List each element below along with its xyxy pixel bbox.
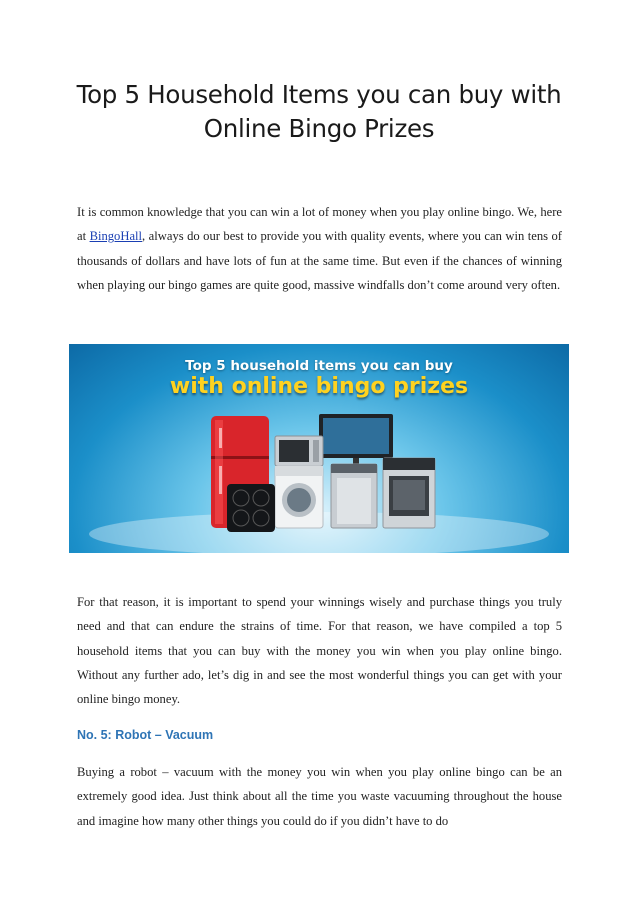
section-heading: No. 5: Robot – Vacuum [77,728,214,742]
intro-paragraph [77,200,562,297]
banner-image [69,344,569,553]
oven-icon [383,458,435,528]
title-line-2: Online Bingo Prizes [203,114,435,143]
title-line-1: Top 5 Household Items you can buy with [76,80,562,109]
intro-text-before-link: It is common knowledge that you can win a lot of money when you play online bingo. We, here at [77,205,562,244]
intro-text-after-link: , always do our best to provide you with quality events, where you can win tens of thousands of dollars and have lots of fun at the same time. But even if the chances of winning when playing our bingo games are quite good, massive windfalls don’t come around very often. [77,229,562,292]
cooktop-icon [227,484,275,532]
tv-icon [319,414,393,464]
banner-headline-line-1: Top 5 household items you can buy [185,358,453,374]
paragraph-3: Buying a robot – vacuum with the money you win when you play online bingo can be an extremely good idea. Just think about all the time you waste vacuuming throughout the house and imagine how many other things you could do if you didn’t have to do [77,765,562,828]
document-title [70,78,568,146]
paragraph-2: For that reason, it is important to spend your winnings wisely and purchase things you truly need and that can endure the strains of time. For that reason, we have compiled a top 5 household items that you can buy with the money you win when you play online bingo. Without any further ado, let’s dig in and see the most wonderful things you can get with your online bingo money. [77,595,562,707]
banner-headline-line-2: with online bingo prizes [169,374,469,399]
bingohall-link[interactable]: BingoHall [89,229,143,244]
dishwasher-icon [331,464,377,528]
washing-machine-icon [275,466,323,528]
microwave-icon [275,436,323,466]
